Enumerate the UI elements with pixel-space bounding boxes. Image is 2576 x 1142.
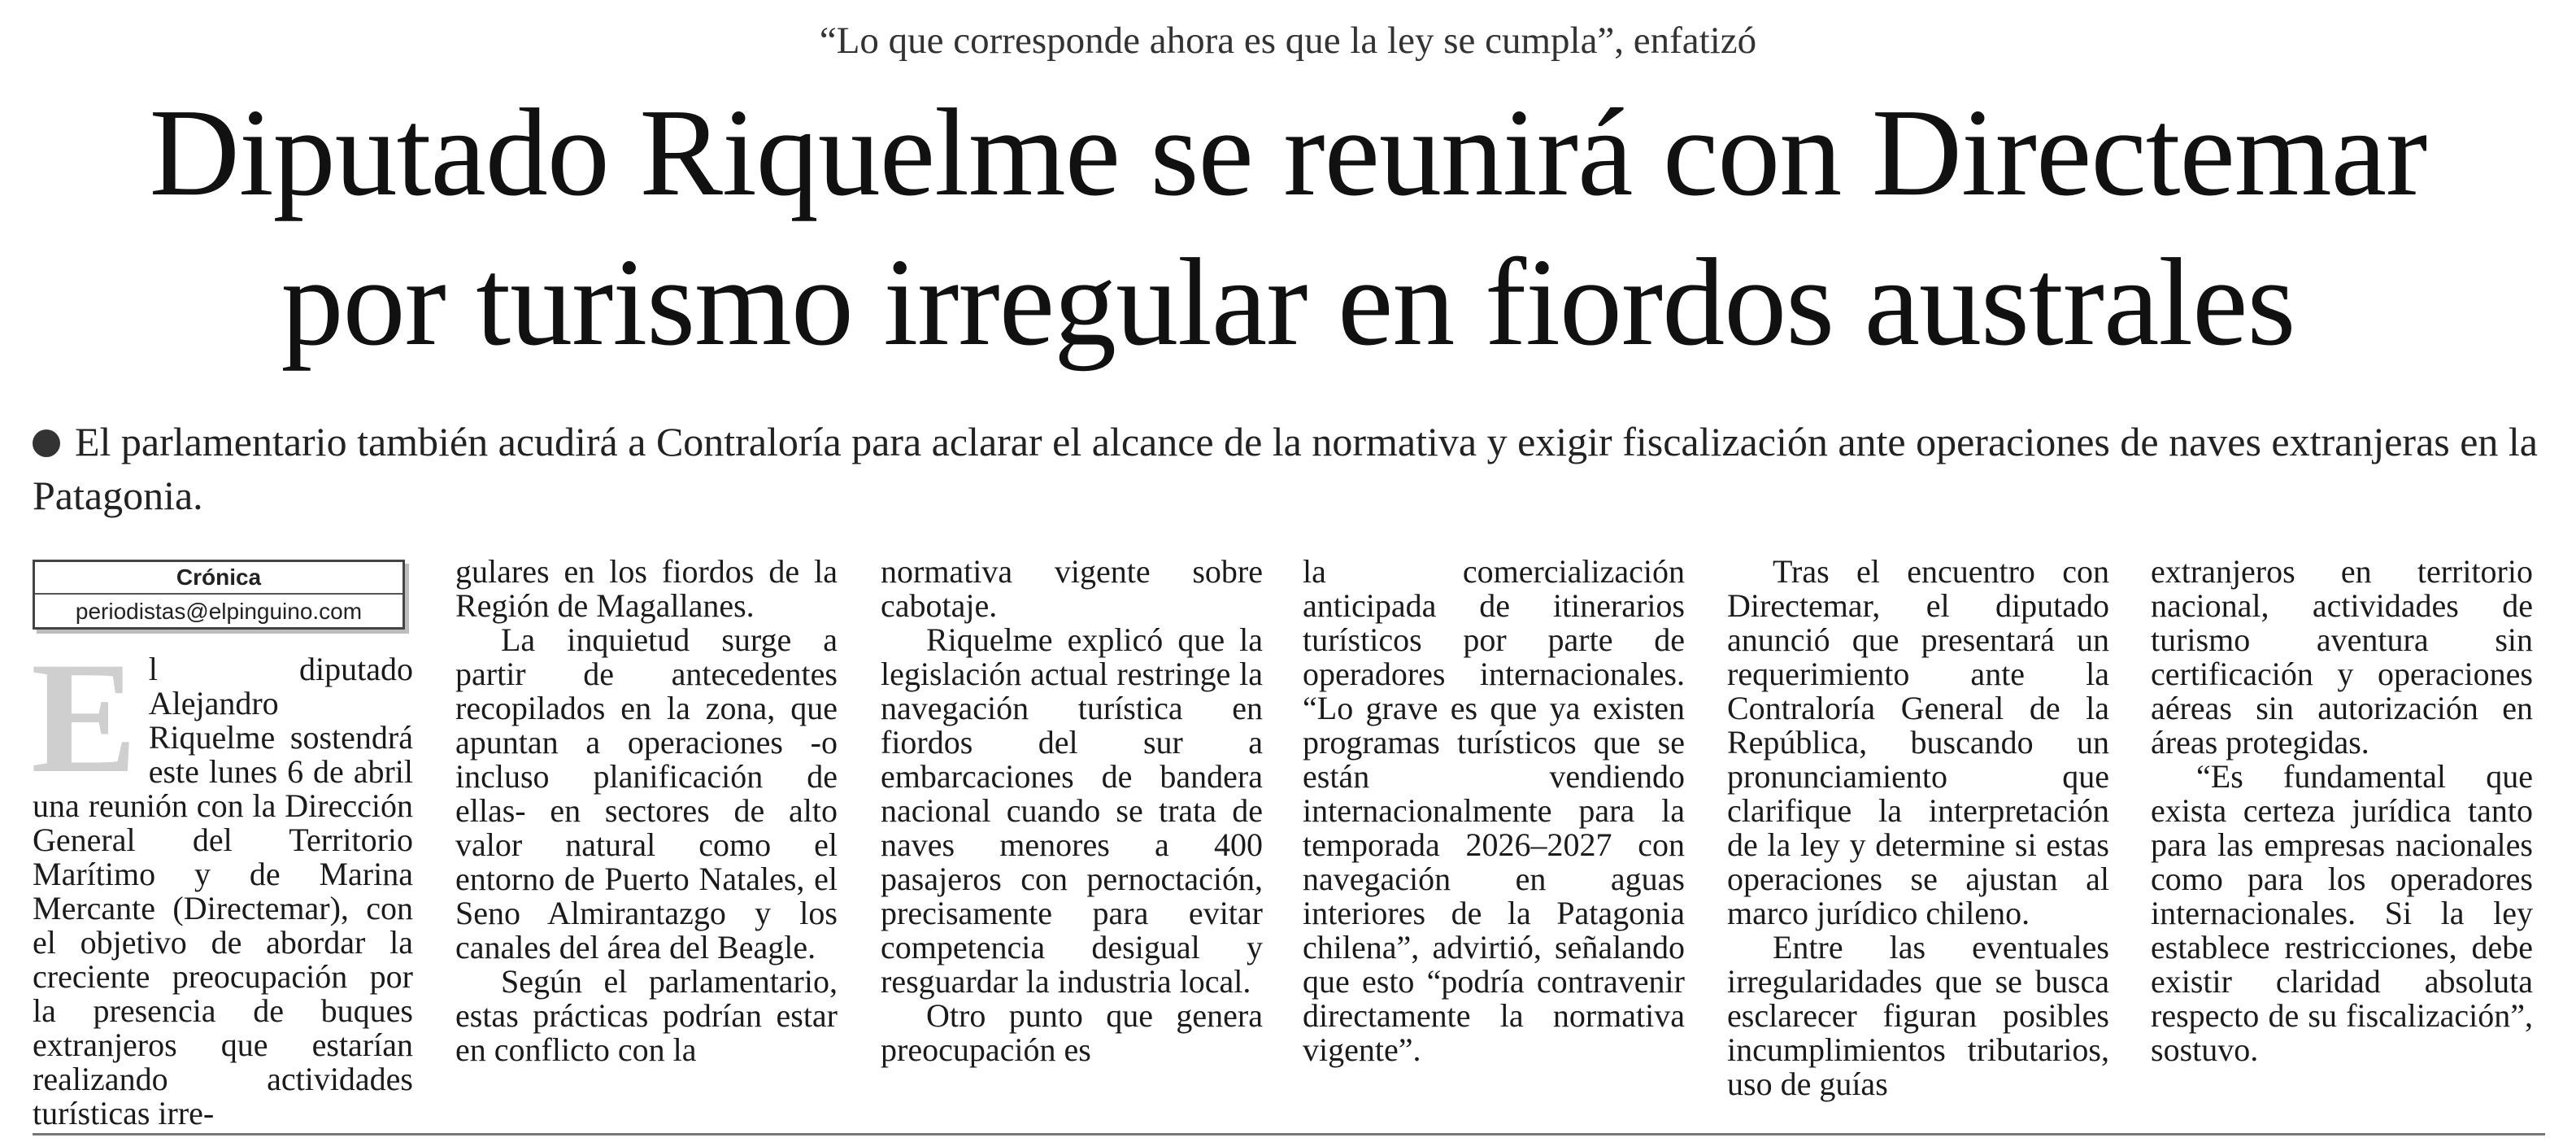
- article-column-2: [455, 555, 838, 1067]
- article-column-4: [1303, 555, 1685, 1067]
- paragraph: la comercialización anticipada de itinerarios turísticos por parte de operadores internacionales. “Lo grave es que ya existen programas turísticos que se están vendiendo internacionalmente para la temporada 2026–2027 con navegación en aguas interiores de la Patagonia chilena”, advirtió, señalando que esto “podría contravenir directamente la normativa vigente”.: [1303, 553, 1685, 1068]
- paragraph: Riquelme explicó que la legislación actual restringe la navegación turística en fiordos del sur a embarcaciones de bandera nacional cuando se trata de naves menores a 400 pasajeros con pernoctación, precisamente para evitar competencia desigual y resguardar la industria local.: [881, 621, 1263, 1000]
- paragraph: “Es fundamental que exista certeza jurídica tanto para las empresas nacionales como para los operadores internacionales. Si la ley establece restricciones, debe existir claridad absoluta respecto de su fiscalización”, sostuvo.: [2151, 758, 2533, 1068]
- byline-section: Crónica: [35, 562, 402, 595]
- paragraph: La inquietud surge a partir de antecedentes recopilados en la zona, que apuntan a operaciones -o incluso planificación de ellas- en sectores de alto valor natural como el entorno de Puerto Natales, el Seno Almirantazgo y los canales del área del Beagle.: [455, 621, 838, 965]
- paragraph: Tras el encuentro con Directemar, el diputado anunció que presentará un requerimiento ante la Contraloría General de la República, buscando un pronunciamiento que clarifique la interpretación de la ley y determine si estas operaciones se ajustan al marco jurídico chileno.: [1727, 553, 2109, 931]
- paragraph: Otro punto que genera preocupación es: [881, 997, 1263, 1068]
- article-column-5: [1727, 555, 2109, 1101]
- drop-cap: E: [31, 630, 137, 806]
- article-summary: [33, 415, 2545, 522]
- article-column-3: [881, 555, 1263, 1067]
- headline-line-1: Diputado Riquelme se reunirá con Directemar: [149, 84, 2427, 222]
- paragraph: extranjeros en territorio nacional, actividades de turismo aventura sin certificación y operaciones aéreas sin autorización en áreas protegidas.: [2151, 553, 2533, 761]
- byline-email: periodistas@elpinguino.com: [75, 599, 363, 624]
- paragraph: l diputado Alejandro Riquelme sostendrá este lunes 6 de abril una reunión con la Dirección General del Territorio Marítimo y de Marina Mercante (Directemar), con el objetivo de abordar la creciente preocupación por la presencia de buques extranjeros que estarían realizando actividades turísticas irre-: [33, 651, 413, 1131]
- paragraph: gulares en los fiordos de la Región de Magallanes.: [455, 553, 838, 624]
- article-headline: [0, 78, 2576, 377]
- article-column-6: [2151, 555, 2533, 1067]
- article-kicker: “Lo que corresponde ahora es que la ley se cumpla”, enfatizó: [819, 20, 1757, 62]
- bullet-icon: [33, 429, 60, 457]
- paragraph: Entre las eventuales irregularidades que se busca esclarecer figuran posibles incumplimientos tributarios, uso de guías: [1727, 929, 2109, 1102]
- summary-text: El parlamentario también acudirá a Contraloría para aclarar el alcance de la normativa y exigir fiscalización ante operaciones de naves extranjeras en la Patagonia.: [33, 419, 2539, 518]
- bottom-rule: [33, 1133, 2545, 1135]
- headline-line-2: por turismo irregular en fiordos australes: [281, 233, 2295, 372]
- article-column-1: [31, 630, 413, 1131]
- byline-box: [33, 560, 405, 630]
- paragraph: Según el parlamentario, estas prácticas podrían estar en conflicto con la: [455, 963, 838, 1068]
- paragraph: normativa vigente sobre cabotaje.: [881, 553, 1263, 624]
